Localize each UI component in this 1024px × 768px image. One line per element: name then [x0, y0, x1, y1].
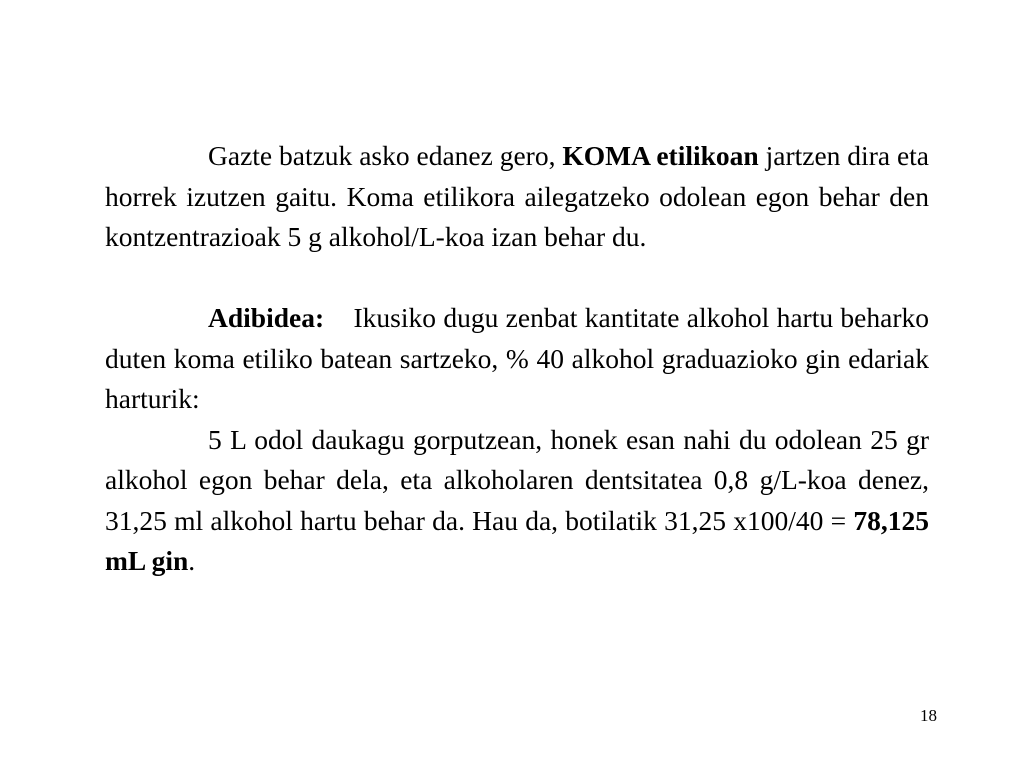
page-number: 18	[920, 706, 937, 725]
slide-body	[105, 136, 936, 582]
paragraph-koma-etilikoa	[105, 136, 929, 258]
paragraph-text: Gazte batzuk asko edanez gero,	[208, 140, 563, 171]
paragraph-text: Ikusiko dugu zenbat kantitate alkohol hartu beharko duten koma etiliko batean sartzeko, % 40 alkohol graduazioko gin edariak harturik:	[105, 302, 936, 414]
paragraph-text: 5 L odol daukagu gorputzean, honek esan nahi du odolean 25 gr alkohol egon behar dela, eta alkoholaren dentsitatea 0,8 g/L-koa denez, 31,25 ml alkohol hartu behar da. Hau da, botilatik 31,25 x100/40 =	[105, 423, 929, 536]
paragraph-calculation	[105, 420, 929, 582]
result-value: 78,125 mL gin	[105, 504, 929, 576]
paragraph-text: .	[188, 545, 196, 576]
bold-term-koma: KOMA etilikoan	[562, 140, 759, 171]
example-label: Adibidea:	[208, 302, 325, 333]
paragraph-text: jartzen dira eta horrek izutzen gaitu. Koma etilikora ailegatzeko odolean egon behar den kontzentrazioak 5 g alkohol/L-koa izan behar du.	[105, 140, 930, 252]
paragraph-spacer	[105, 258, 929, 299]
paragraph-adibidea	[105, 298, 936, 420]
